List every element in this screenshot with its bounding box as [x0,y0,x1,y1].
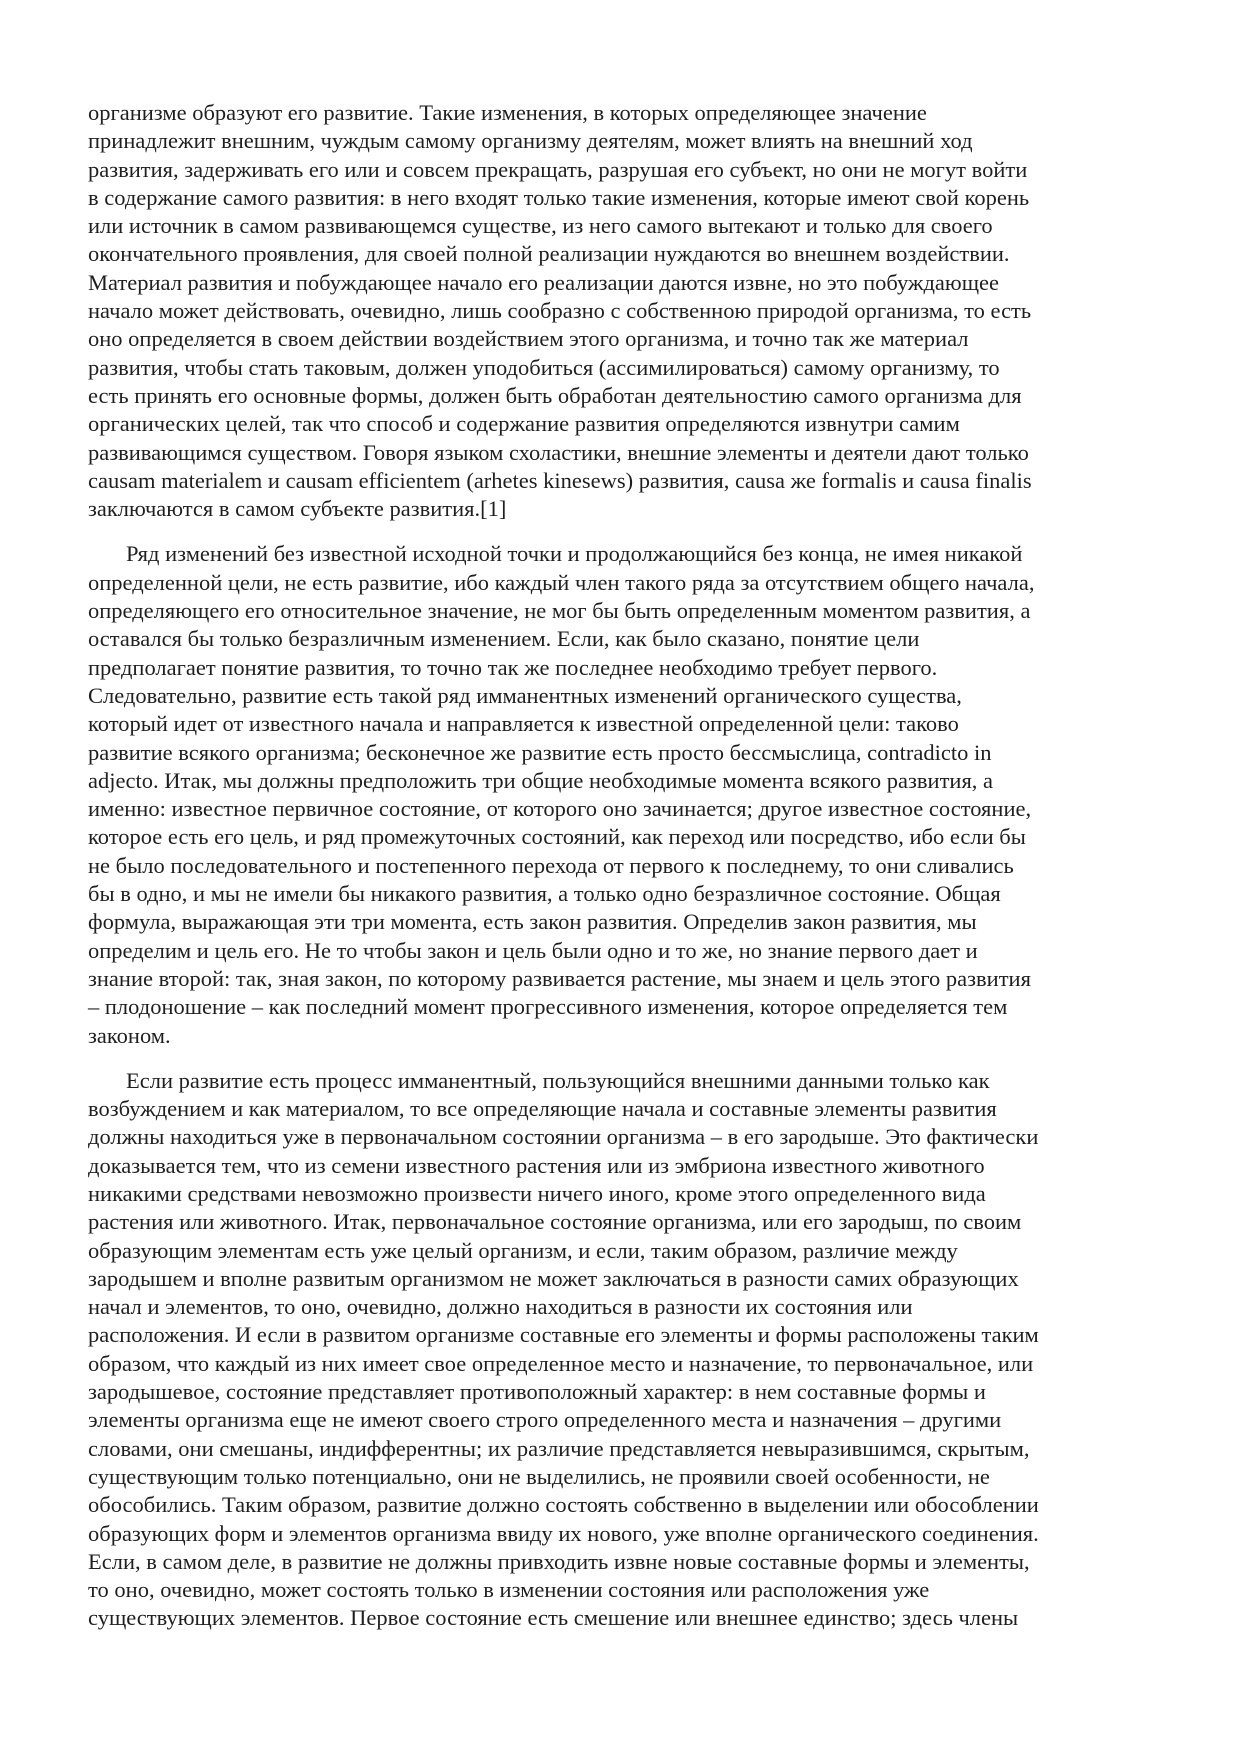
text-line: определенной цели, не есть развитие, ибо каждый член такого ряда за отсутствием общего начала, [88,569,1035,595]
text-line: который идет от известного начала и направляется к известной определенной цели: таково [88,711,959,737]
text-line: элементы организма еще не имеют своего строго определенного места и назначения – другими [88,1407,1002,1433]
text-line: законом. [88,1022,171,1048]
text-line: образующим элементам есть уже целый организм, и если, таким образом, различие между [88,1237,958,1263]
text-line: развития, задерживать его или и совсем прекращать, разрушая его субъект, но они не могут войти [88,156,1028,182]
text-line: окончательного проявления, для своей полной реализации нуждаются во внешнем воздействии. [88,241,1010,267]
text-line: Ряд изменений без известной исходной точки и продолжающийся без конца, не имея никакой [126,541,1023,567]
text-line: Материал развития и побуждающее начало его реализации даются извне, но это побуждающее [88,269,1000,295]
text-line: или источник в самом развивающемся существе, из него самого вытекают и только для своего [88,213,993,239]
text-line: развитие всякого организма; бесконечное же развитие есть просто бессмыслица, contradicto in [88,739,992,765]
text-line: определяющего его относительное значение, не мог бы быть определенным моментом развития, а [88,598,1031,624]
paragraph-3 [88,1067,1158,1633]
text-line: развития, чтобы стать таковым, должен уподобиться (ассимилироваться) самому организму, то [88,354,1000,380]
text-line: определим и цель его. Не то чтобы закон и цель были одно и то же, но знание первого дает и [88,937,978,963]
text-line: словами, они смешаны, индифферентны; их различие представляется невыразившимся, скрытым, [88,1435,1030,1461]
text-line: adjecto. Итак, мы должны предположить три общие необходимые момента всякого развития, а [88,767,994,793]
text-line: зародышевое, состояние представляет противоположный характер: в нем составные формы и [88,1379,986,1405]
text-line: доказывается тем, что из семени известного растения или из эмбриона известного животного [88,1152,985,1178]
text-line: Если развитие есть процесс имманентный, пользующийся внешними данными только как [126,1067,990,1093]
text-line: не было последовательного и постепенного перехода от первого к последнему, то они сливались [88,852,1014,878]
text-line: должны находиться уже в первоначальном состоянии организма – в его зародыше. Это фактически [88,1124,1039,1150]
text-line: заключаются в самом субъекте развития.[1] [88,496,507,522]
text-line: предполагает понятие развития, то точно так же последнее необходимо требует первого. [88,654,938,680]
text-line: Следовательно, развитие есть такой ряд имманентных изменений органического существа, [88,682,962,708]
text-line: существующих элементов. Первое состояние есть смешение или внешнее единство; здесь члены [88,1605,1019,1631]
text-line: то оно, очевидно, может состоять только в изменении состояния или расположения уже [88,1577,930,1603]
text-line: образом, что каждый из них имеет свое определенное место и назначение, то первоначальное, или [88,1350,1034,1376]
paragraph-2 [88,540,1158,1049]
text-line: формула, выражающая эти три момента, есть закон развития. Определив закон развития, мы [88,909,977,935]
text-line: Если, в самом деле, в развитие не должны привходить извне новые составные формы и элементы, [88,1548,1030,1574]
text-line: развивающимся существом. Говоря языком схоластики, внешние элементы и деятели дают только [88,439,1029,465]
text-line: принадлежит внешним, чуждым самому организму деятелям, может влиять на внешний ход [88,128,973,154]
text-line: начал и элементов, то оно, очевидно, должно находиться в разности их состояния или [88,1294,913,1320]
text-line: которое есть его цель, и ряд промежуточных состояний, как переход или посредство, ибо если бы [88,824,1026,850]
text-line: зародышем и вполне развитым организмом не может заключаться в разности самих образующих [88,1265,1019,1291]
paragraph-1 [88,99,1158,523]
text-line: никакими средствами невозможно произвести ничего иного, кроме этого определенного вида [88,1180,986,1206]
text-line: знание второй: так, зная закон, по которому развивается растение, мы знаем и цель этого развития [88,965,1031,991]
text-line: есть принять его основные формы, должен быть обработан деятельностию самого организма для [88,382,1022,408]
text-line: – плодоношение – как последний момент прогрессивного изменения, которое определяется тем [88,994,1008,1020]
text-line: возбуждением и как материалом, то все определяющие начала и составные элементы развития [88,1096,997,1122]
text-line: растения или животного. Итак, первоначальное состояние организма, или его зародыш, по своим [88,1209,1022,1235]
text-line: обособились. Таким образом, развитие должно состоять собственно в выделении или обособлении [88,1492,1039,1518]
text-line: расположения. И если в развитом организме составные его элементы и формы расположены таким [88,1322,1039,1348]
text-line: образующих форм и элементов организма ввиду их нового, уже вполне органического соединения. [88,1520,1039,1546]
text-line: именно: известное первичное состояние, от которого оно зачинается; другое известное состояние, [88,796,1032,822]
text-line: бы в одно, и мы не имели бы никакого развития, а только одно безразличное состояние. Общая [88,881,1001,907]
text-line: в содержание самого развития: в него входят только такие изменения, которые имеют свой корень [88,184,1030,210]
text-column [88,99,1158,1633]
text-line: существующим только потенциально, они не выделились, не проявили своей особенности, не [88,1463,990,1489]
text-line: организме образуют его развитие. Такие изменения, в которых определяющее значение [88,100,927,125]
text-line: органических целей, так что способ и содержание развития определяются извнутри самим [88,411,960,437]
text-line: оно определяется в своем действии воздействием этого организма, и точно так же материал [88,326,969,352]
text-line: оставался бы только безразличным изменением. Если, как было сказано, понятие цели [88,626,920,652]
text-line: causam materialem и causam efficientem (arhetes kinesews) развития, causa же formalis и causa finalis [88,467,1032,493]
text-line: начало может действовать, очевидно, лишь сообразно с собственною природой организма, то есть [88,298,1032,324]
